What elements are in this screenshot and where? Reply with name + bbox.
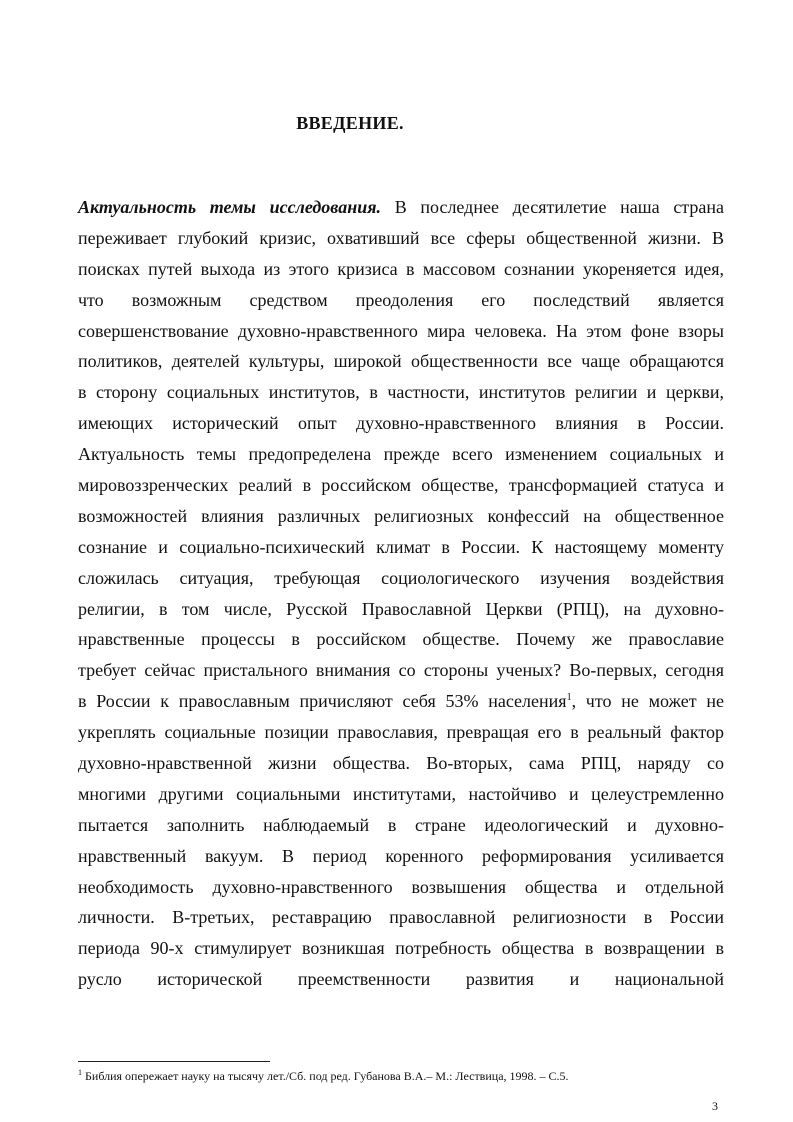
footnote-text: Библия опережает науку на тысячу лет./Сб. под ред. Губанова В.А.– М.: Лествица, 1998. – С.5. [82,1069,569,1083]
footnote-reference: 1 [566,692,572,704]
section-title: ВВЕДЕНИЕ. [296,113,404,133]
text-line: укреплять социальные позиции православия, превращая его в реальный фактор [78,722,724,743]
text-line: что возможным средством преодоления его последствий является [78,289,724,310]
text-line: духовно-нравственной жизни общества. Во-вторых, сама РПЦ, наряду со [78,753,724,774]
text-line [78,192,724,223]
text-line: мировоззренческих реалий в российском обществе, трансформацией статуса и [78,475,724,496]
text-line-part: В последнее десятилетие наша страна [381,197,724,217]
text-line: возможностей влияния различных религиозных конфессий на общественное [78,505,724,526]
text-line: поисках путей выхода из этого кризиса в массовом сознании укореняется идея, [78,258,724,279]
page-number: 3 [712,1099,718,1113]
footnote-divider [78,1061,270,1062]
text-line: требует сейчас пристального внимания со стороны ученых? Во-первых, сегодня [78,660,724,681]
text-line: сложилась ситуация, требующая социологического изучения воздействия [78,567,724,588]
text-line: пытается заполнить наблюдаемый в стране идеологический и духовно- [78,814,724,835]
text-line: имеющих исторический опыт духовно-нравственного влияния в России. [78,413,724,434]
text-line: совершенствование духовно-нравственного мира человека. На этом фоне взоры [78,320,724,341]
text-line: многими другими социальными институтами, настойчиво и целеустремленно [78,783,724,804]
text-line: политиков, деятелей культуры, широкой общественности все чаще обращаются [78,351,724,372]
text-line: Актуальность темы предопределена прежде всего изменением социальных и [78,444,724,465]
footnote [78,1068,728,1084]
text-line [78,686,724,717]
text-line: необходимость духовно-нравственного возвышения общества и отдельной [78,876,724,897]
text-line: переживает глубокий кризис, охвативший все сферы общественной жизни. В [78,227,724,248]
text-line: личности. В-третьих, реставрацию православной религиозности в России [78,907,724,928]
text-line-part: , что не может не [571,691,724,712]
text-line-part: в России к православным причисляют себя 53% населения [78,691,567,712]
body-paragraph [78,192,724,995]
text-line: в сторону социальных институтов, в частности, институтов религии и церкви, [78,382,724,403]
lead-phrase: Актуальность темы исследования. [78,197,381,217]
text-line: сознание и социально-психический климат в России. К настоящему моменту [78,536,724,557]
footnote-mark: 1 [78,1068,82,1077]
text-line: религии, в том числе, Русской Православной Церкви (РПЦ), на духовно- [78,598,724,619]
text-line: нравственные процессы в российском обществе. Почему же православие [78,629,724,650]
text-line: нравственный вакуум. В период коренного реформирования усиливается [78,845,724,866]
text-line: периода 90-х стимулирует возникшая потребность общества в возвращении в [78,938,724,959]
text-line: русло исторической преемственности развития и национальной [78,969,724,990]
